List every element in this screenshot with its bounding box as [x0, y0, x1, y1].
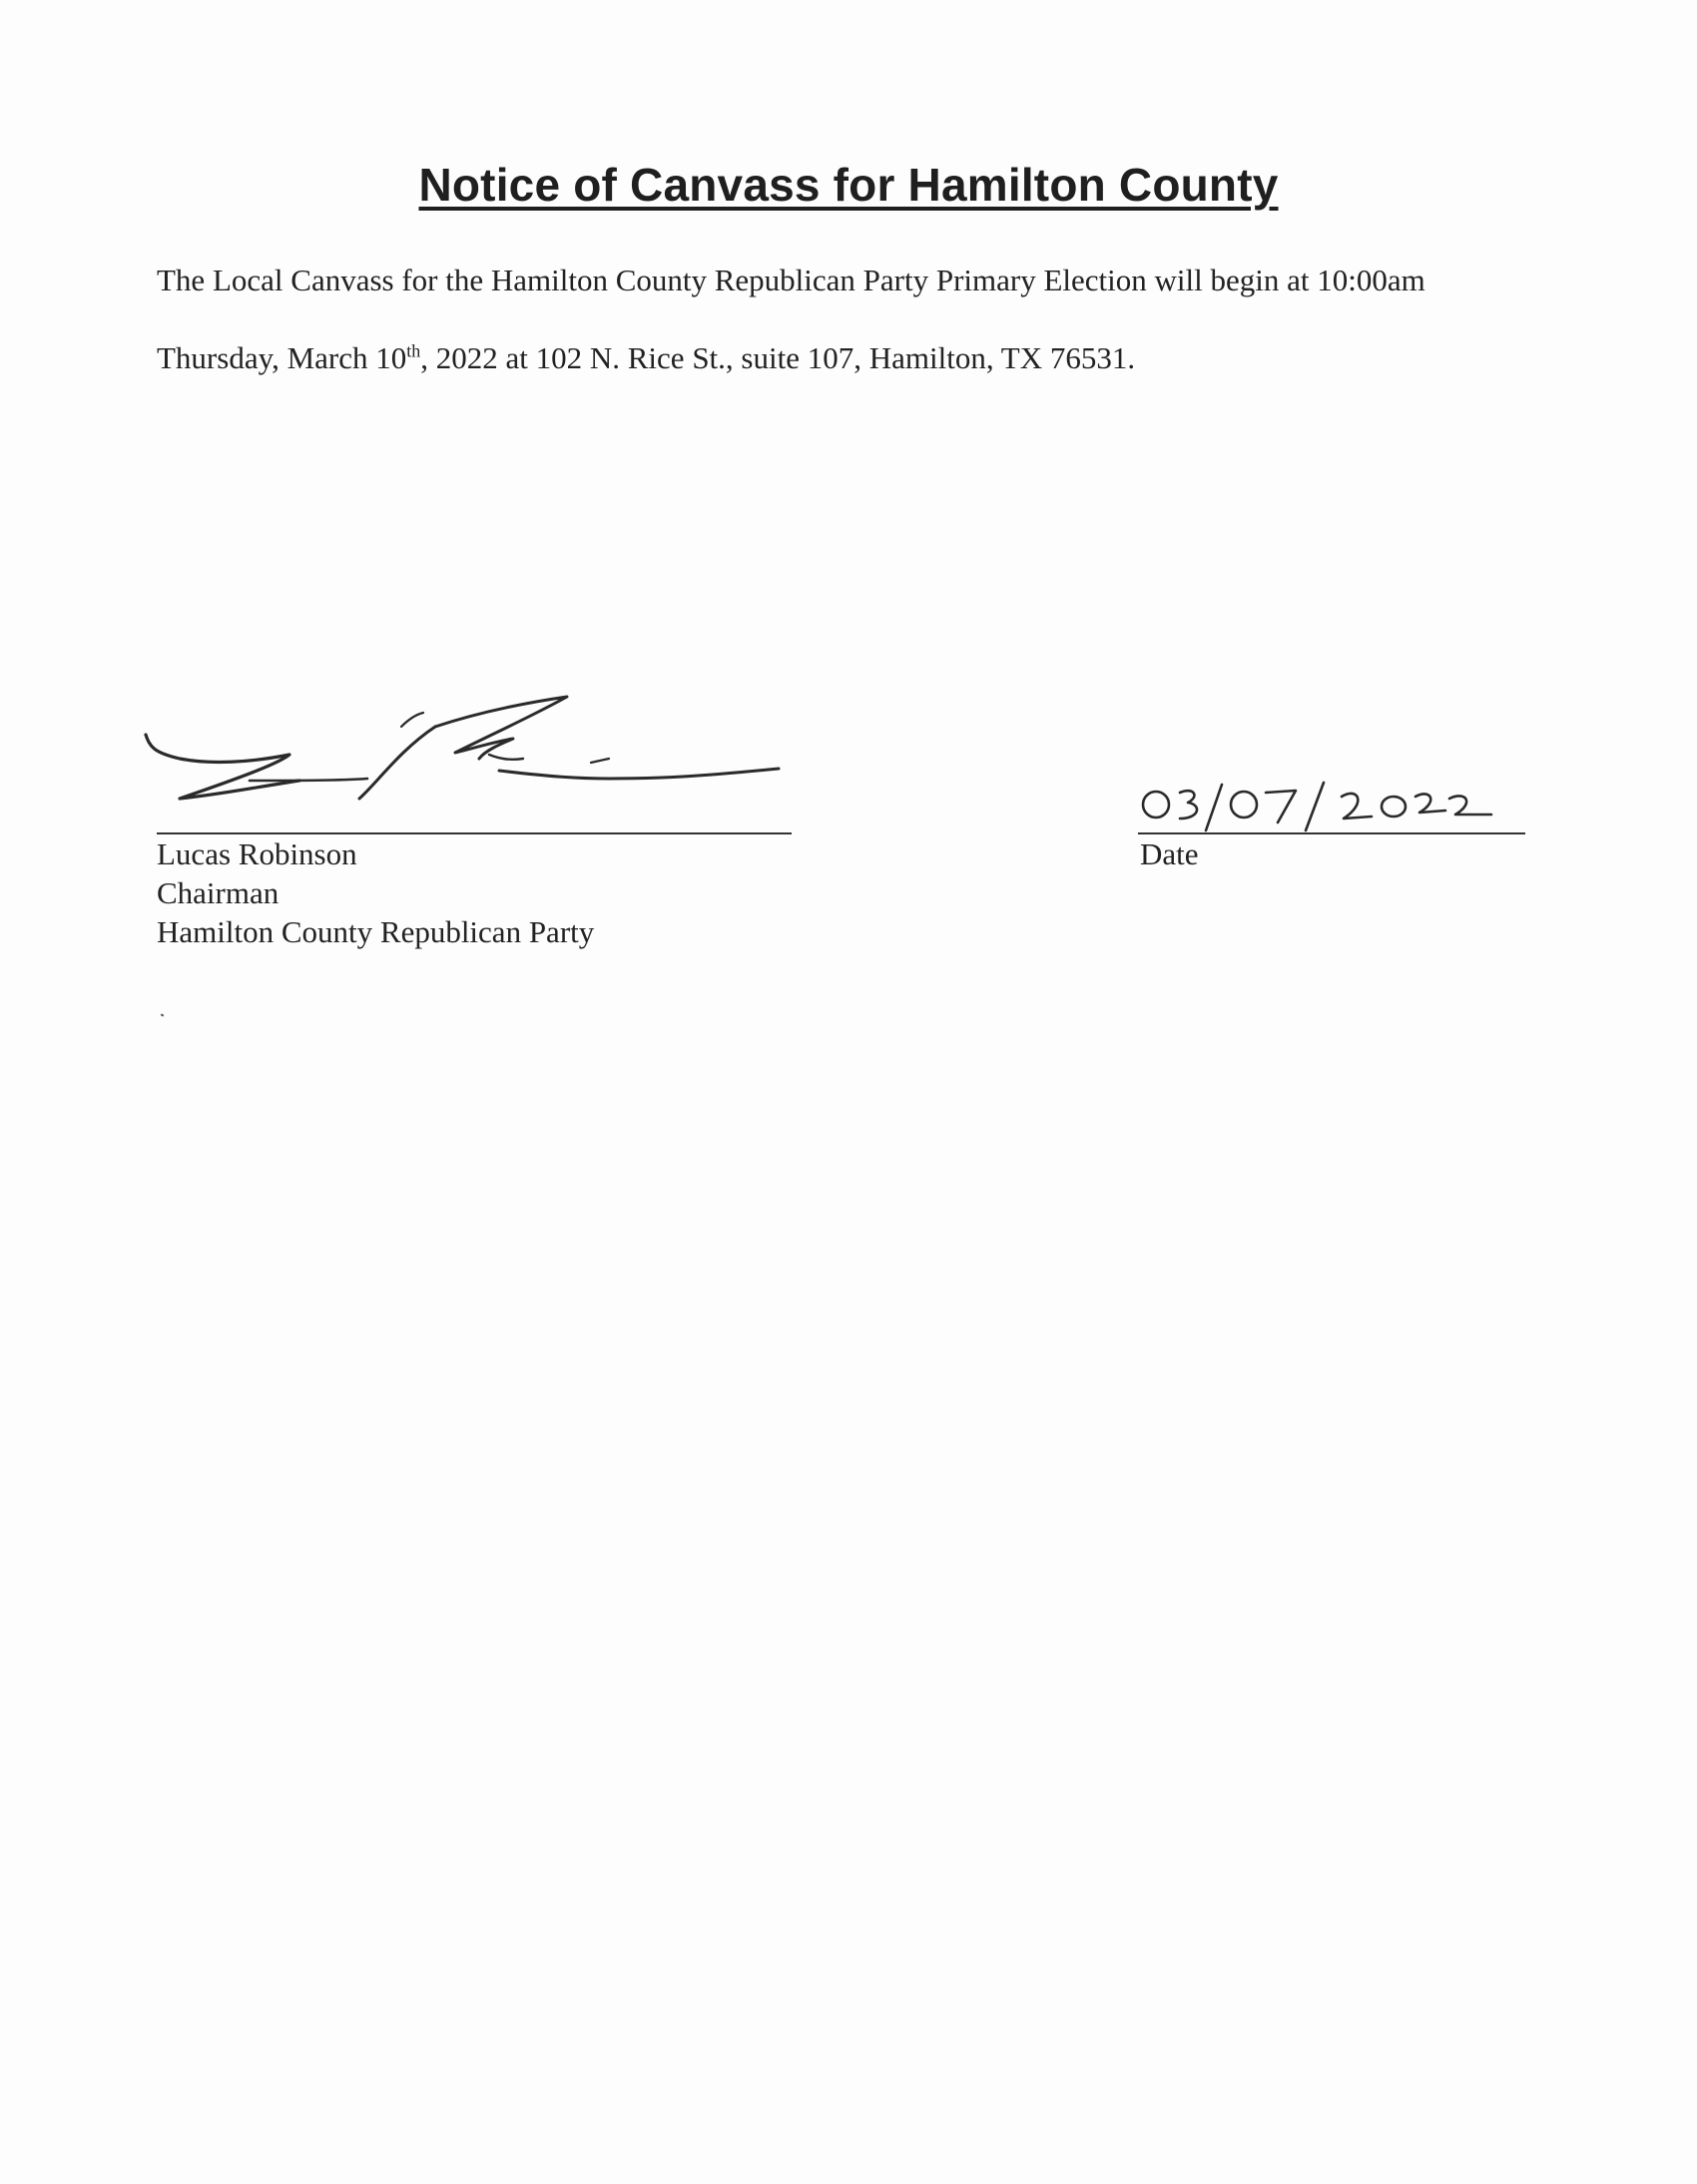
notice-body-line-1: The Local Canvass for the Hamilton County Republican Party Primary Election will begin at 10:00am	[157, 263, 1425, 297]
handwritten-date	[1136, 769, 1535, 838]
signer-role: Chairman	[157, 875, 280, 910]
notice-body-line-2	[157, 340, 1135, 376]
scan-speck	[161, 1013, 165, 1016]
handwritten-signature	[140, 687, 799, 836]
signer-name: Lucas Robinson	[157, 836, 357, 871]
ordinal-suffix: th	[406, 340, 421, 361]
signature-block	[157, 834, 594, 951]
signer-organization: Hamilton County Republican Party	[157, 914, 595, 949]
notice-date-prefix: Thursday, March 10	[157, 340, 407, 375]
notice-location: , 2022 at 102 N. Rice St., suite 107, Hamilton, TX 76531.	[420, 340, 1136, 375]
document-title: Notice of Canvass for Hamilton County	[418, 159, 1279, 211]
date-label: Date	[1140, 836, 1199, 871]
